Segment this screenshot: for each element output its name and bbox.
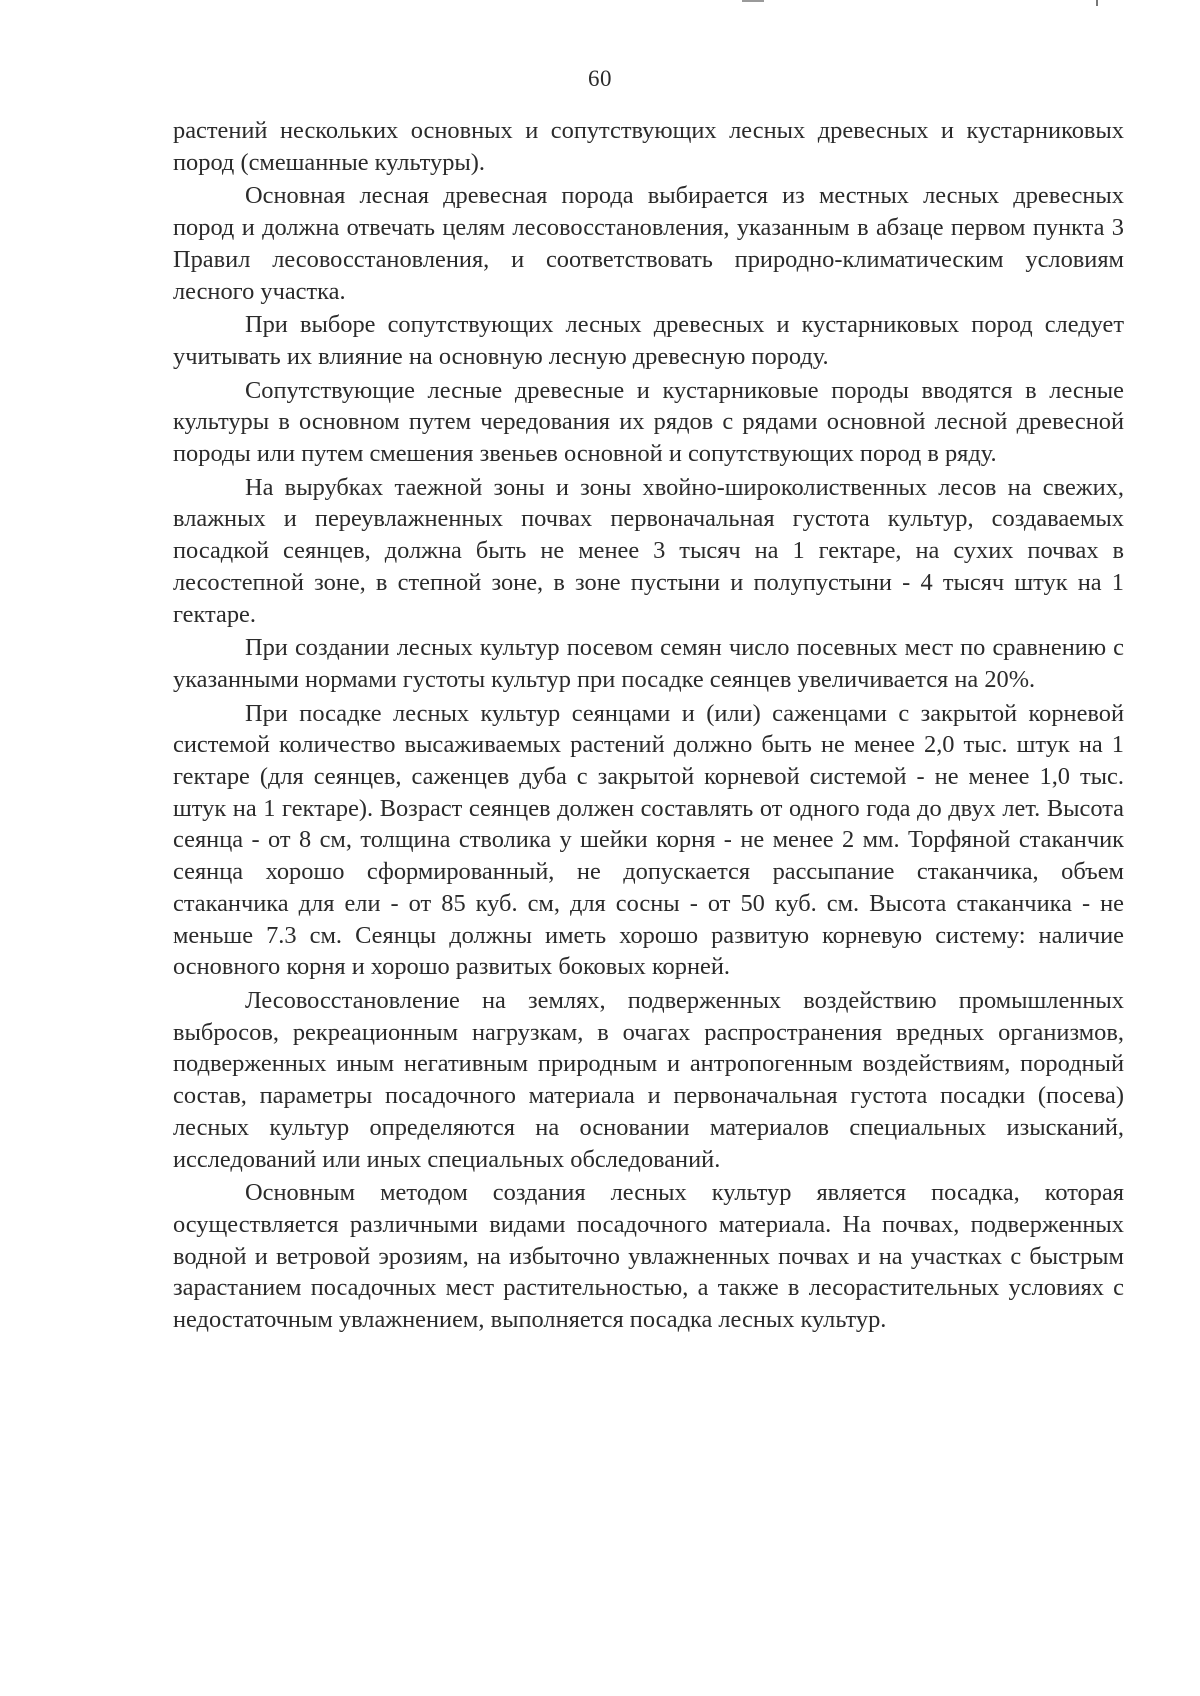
paragraph: При создании лесных культур посевом семян число посевных мест по сравнению с указанными нормами густоты культур при посадке сеянцев увеличивается на 20%. bbox=[173, 634, 1124, 693]
paragraph: Сопутствующие лесные древесные и кустарниковые породы вводятся в лесные культуры в основном путем чередования их рядов с рядами основной лесной древесной породы или путем смешения звеньев основной и сопутствующих пород в ряду. bbox=[173, 376, 1124, 468]
paragraph: При посадке лесных культур сеянцами и (или) саженцами с закрытой корневой системой количество высаживаемых растений должно быть не менее 2,0 тыс. штук на 1 гектаре (для сеянцев, саженцев дуба с закрытой корневой системой - не менее 1,0 тыс. штук на 1 гектаре). Возраст сеянцев должен составлять от одного года до двух лет. Высота сеянца - от 8 см, толщина стволика у шейки корня - не менее 2 мм. Торфяной стаканчик сеянца хорошо сформированный, не допускается рассыпание стаканчика, объем стаканчика для ели - от 85 куб. см, для сосны - от 50 куб. см. Высота стаканчика - не меньше 7.3 см. Сеянцы должны иметь хорошо развитую корневую систему: наличие основного корня и хорошо развитых боковых корней. bbox=[173, 699, 1124, 981]
page-number: 60 bbox=[588, 66, 612, 91]
scan-edge-mark bbox=[1096, 0, 1098, 6]
scan-edge-mark bbox=[742, 0, 764, 2]
paragraph: При выборе сопутствующих лесных древесных и кустарниковых пород следует учитывать их влияние на основную лесную древесную породу. bbox=[173, 311, 1124, 370]
paragraph: Основная лесная древесная порода выбирается из местных лесных древесных пород и должна отвечать целям лесовосстановления, указанным в абзаце первом пункта 3 Правил лесовосстановления, и соответствовать природно-климатическим условиям лесного участка. bbox=[173, 182, 1124, 305]
paragraph: Основным методом создания лесных культур является посадка, которая осуществляется различными видами посадочного материала. На почвах, подверженных водной и ветровой эрозиям, на избыточно увлажненных почвах и на участках с быстрым зарастанием посадочных мест растительностью, а также в лесорастительных условиях с недостаточным увлажнением, выполняется посадка лесных культур. bbox=[173, 1179, 1124, 1334]
paragraph: На вырубках таежной зоны и зоны хвойно-широколиственных лесов на свежих, влажных и переувлажненных почвах первоначальная густота культур, создаваемых посадкой сеянцев, должна быть не менее 3 тысяч на 1 гектаре, на сухих почвах в лесостепной зоне, в степной зоне, в зоне пустыни и полупустыни - 4 тысяч штук на 1 гектаре. bbox=[173, 473, 1124, 628]
paragraph: Лесовосстановление на землях, подверженных воздействию промышленных выбросов, рекреационным нагрузкам, в очагах распространения вредных организмов, подверженных иным негативным природным и антропогенным воздействиям, породный состав, параметры посадочного материала и первоначальная густота посадки (посева) лесных культур определяются на основании материалов специальных изысканий, исследований или иных специальных обследований. bbox=[173, 986, 1124, 1173]
paragraph: растений нескольких основных и сопутствующих лесных древесных и кустарниковых пород (смешанные культуры). bbox=[173, 117, 1124, 176]
document-body bbox=[173, 115, 1124, 1338]
